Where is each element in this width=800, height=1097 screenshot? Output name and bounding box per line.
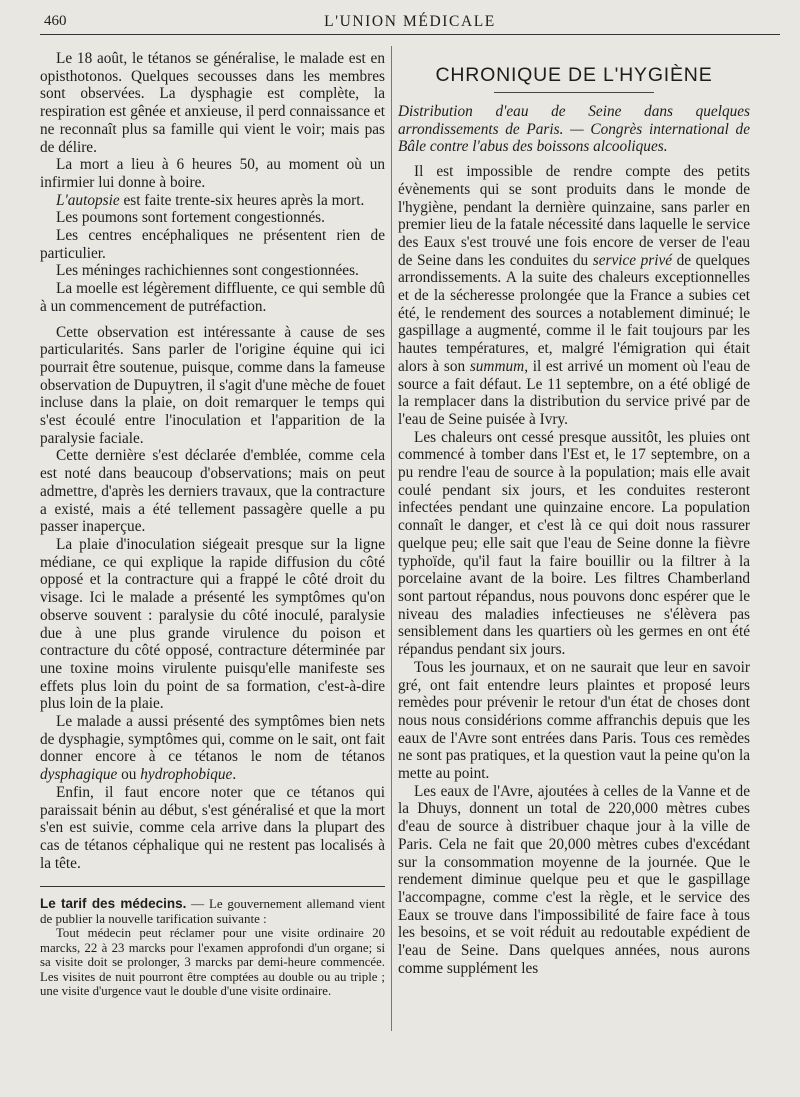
paragraph: Enfin, il faut encore noter que ce tétanos qui paraissait bénin au début, s'est généralisé et que la mort s'en est suivie, comme cela arrive dans la plupart des cas de tétanos céphalique qui ne restent pas localisés à la tête.: [40, 783, 385, 872]
section-title: CHRONIQUE DE L'HYGIÈNE: [435, 64, 713, 86]
page-number: 460: [44, 13, 67, 29]
paragraph-text: est faite trente-six heures après la mort.: [123, 191, 365, 209]
tarif-notice: [40, 897, 385, 999]
journal-title: L'UNION MÉDICALE: [324, 13, 496, 30]
paragraph: Cette observation est intéressante à cause de ses particularités. Sans parler de l'origine équine qui ici pourrait être soutenue, puisque, comme dans la fameuse observation de Dupuytren, il s'agit d'une mèche de fouet incluse dans la plaie, on doit remarquer le temps qui s'est écoulé entre l'inoculation et l'apparition de la paralysie faciale.: [40, 323, 385, 447]
paragraph: Tous les journaux, et on ne saurait que leur en savoir gré, ont fait entendre leurs plaintes et proposé leurs remèdes pour prévenir le retour d'un état de choses dont nous nous considérions comme affranchis depuis que les eaux de l'Avre sont entrées dans Paris. Tous ces remèdes ne sont pas pratiques, et la question vaut la peine qu'on la mette au point.: [398, 658, 750, 783]
title-rule: [494, 92, 654, 93]
paragraph: La plaie d'inoculation siégeait presque sur la ligne médiane, ce qui explique la rapide diffusion du côté opposé et la contracture qui a frappé le côté droit du visage. Ici le malade a présenté les symptômes qu'on observe souvent : paralysie du côté inoculé, paralysie due à une plus grande virulence du poison et contracture du côté opposé, contracture déterminée par une toxine moins virulente puisqu'elle manifeste ses effets plus loin du point de sa formation, c'est-à-dire plus loin de la plaie.: [40, 535, 385, 713]
paragraph-text: Le malade a aussi présenté des symptômes bien nets de dysphagie, symptômes qui, comme on le sait, ont fait donner encore à ce tétanos le nom de tétanos: [40, 713, 385, 766]
tarif-lead: — Le gouvernement allemand vient de publier la nouvelle tarification suivante :: [40, 896, 385, 926]
paragraph-autopsie: [40, 192, 385, 210]
paragraph: Le 18 août, le tétanos se généralise, le malade est en opisthotonos. Quelques secousses dans les membres sont observées. La dysphagie est complète, la respiration est gênée et anxieuse, il perd connaissance et ne reconnaît plus sa famille qui vient le voir; mais pas de délire.: [40, 50, 385, 156]
left-column: [40, 50, 385, 999]
service-prive-word: service privé: [592, 251, 673, 269]
paragraph: Les poumons sont fortement congestionnés.: [56, 209, 325, 227]
summum-word: summum,: [469, 357, 529, 375]
tarif-heading: Le tarif des médecins.: [40, 896, 187, 912]
tarif-body: Tout médecin peut réclamer pour une visite ordinaire 20 marcks, 22 à 23 marcks pour l'examen approfondi d'un organe; si sa visite doit se prolonger, 3 marcks par demi-heure commencée. Les visites de nuit pourront être comptées au double ou au triple ; une visite d'urgence vaut le double d'une visite ordinaire.: [40, 926, 385, 999]
paragraph-text: il est arrivé un moment où l'eau de source a fait défaut. Le 11 septembre, on a été obligé de la remplacer dans la distribution du service privé par de l'eau de Seine puisée à Ivry.: [398, 357, 751, 428]
paragraph: La moelle est légèrement diffluente, ce qui semble dû à un commencement de putréfaction.: [40, 280, 385, 315]
paragraph: Les centres encéphaliques ne présentent rien de particulier.: [40, 227, 385, 262]
paragraph: Cette dernière s'est déclarée d'emblée, comme cela est noté dans beaucoup d'observations; mais on peut admettre, d'après les derniers travaux, que la contracture a existé, mais a été tellement passagère quelle a pu passer inaperçue.: [40, 447, 385, 536]
right-column: [398, 50, 750, 977]
section-divider: [40, 886, 385, 887]
ou-word: ou: [121, 766, 137, 784]
page-header: [40, 8, 780, 35]
paragraph: Les chaleurs ont cessé presque aussitôt, les pluies ont commencé à tomber dans l'Est et, le 17 septembre, on a pu rendre l'eau de source à la population; mais elle avait coulé pendant six jours, et les conduites resteront infectées pendant une quinzaine encore. La population connaît le danger, et c'est là ce qui doit nous rassurer quelque peu; elle sait que l'eau de Seine donne la fièvre typhoïde, qu'il faut la faire bouillir ou la filtrer à la porcelaine avant de la boire. Les filtres Chamberland sont partout répandus, nous pouvons donc espérer que le niveau des maladies infectieuses ne s'élèvera pas sensiblement dans les quartiers où les germes en ont été répandus pendant six jours.: [398, 428, 750, 659]
hydrophobique-word: hydrophobique: [140, 766, 233, 784]
paragraph-intro: [398, 163, 750, 429]
paragraph: La mort a lieu à 6 heures 50, au moment où un infirmier lui donne à boire.: [40, 156, 385, 191]
paragraph-dysphagie: Le malade a aussi présenté des symptômes bien nets de dysphagie, symptômes qui, comme on le sait, ont fait donner encore à ce tétanos le nom de tétanos dysphagique ou hydrophobique.: [40, 713, 385, 784]
dysphagique-word: dysphagique: [40, 766, 118, 784]
paragraph-text: de quelques arrondissements. A la suite des chaleurs exceptionnelles et de la sécheresse prolongée que la France a subies cet été, le rendement des sources a notablement diminué; le gaspillage a augmenté, comme il le fait toujours par les hautes températures, et, malgré l'émigration qui était alors à son: [398, 251, 750, 375]
autopsie-word: L'autopsie: [56, 191, 120, 209]
paragraph-text: Il est impossible de rendre compte des petits évènements qui se sont produits dans le monde de l'hygiène, pendant la dernière quinzaine, sans parler en premier lieu de la fatale nécessité dans laquelle le service des Eaux s'est trouvé une fois encore de verser de l'eau de Seine dans les conduites du: [398, 163, 750, 269]
paragraph: Les eaux de l'Avre, ajoutées à celles de la Vanne et de la Dhuys, donnent un total de 220,000 mètres cubes d'eau de source à distribuer chaque jour à la ville de Paris. Cela ne fait que 20,000 mètres cubes d'excédant sur la consommation moyenne de la journée. Que le rendement diminue quelque peu et que le gaspillage l'accompagne, comme c'est la règle, et le service des Eaux se trouve dans l'impossibilité de faire face à tous les besoins, et se voit réduit au redoutable expédient de l'eau de Seine. Dans quelques années, nous aurons comme supplément les: [398, 782, 750, 977]
section-subtitle: Distribution d'eau de Seine dans quelques arrondissements de Paris. — Congrès international de Bâle contre l'abus des boissons alcooliques.: [398, 103, 750, 156]
paragraph: Les méninges rachichiennes sont congestionnées.: [56, 262, 359, 280]
column-divider: [391, 46, 392, 1031]
